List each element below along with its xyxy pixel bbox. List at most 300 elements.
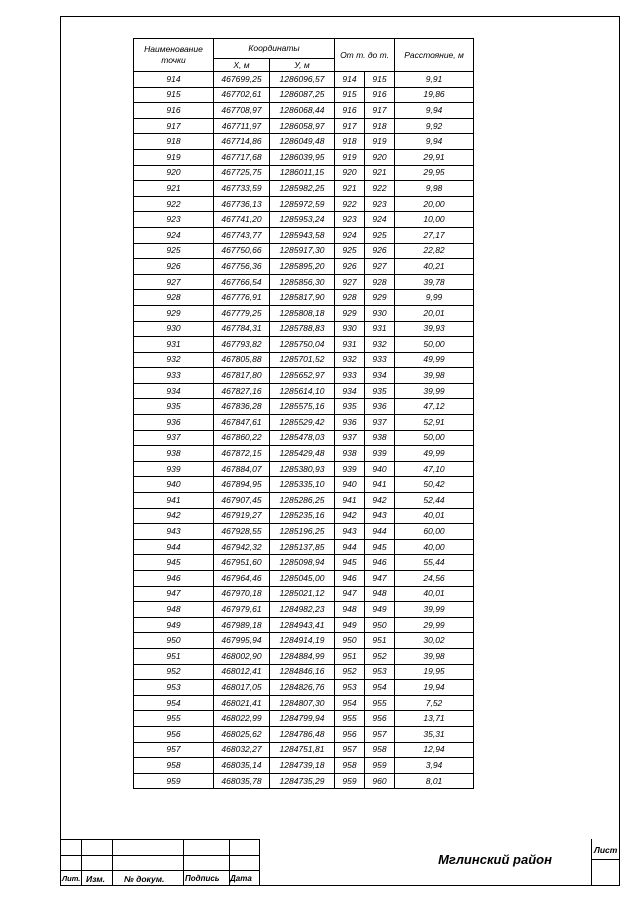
cell-to: 947 [365, 571, 395, 587]
cell-to: 932 [365, 337, 395, 353]
cell-to: 944 [365, 524, 395, 540]
cell-point: 954 [134, 695, 214, 711]
cell-to: 917 [365, 103, 395, 119]
cell-x: 467860,22 [214, 430, 270, 446]
cell-from: 947 [335, 586, 365, 602]
cell-distance: 7,52 [395, 695, 474, 711]
cell-y: 1284884,99 [270, 648, 335, 664]
cell-point: 959 [134, 773, 214, 789]
header-y: У, м [270, 59, 335, 72]
cell-point: 933 [134, 368, 214, 384]
cell-point: 921 [134, 181, 214, 197]
table-row [134, 446, 474, 462]
cell-distance: 39,99 [395, 602, 474, 618]
cell-point: 916 [134, 103, 214, 119]
cell-distance: 35,31 [395, 726, 474, 742]
cell-y: 1285286,25 [270, 493, 335, 509]
header-x: X, м [214, 59, 270, 72]
cell-y: 1285137,85 [270, 539, 335, 555]
cell-from: 948 [335, 602, 365, 618]
cell-from: 940 [335, 477, 365, 493]
cell-distance: 9,94 [395, 103, 474, 119]
header-coordinates: Координаты [214, 39, 335, 59]
cell-point: 955 [134, 711, 214, 727]
cell-point: 940 [134, 477, 214, 493]
cell-distance: 22,82 [395, 243, 474, 259]
cell-distance: 9,91 [395, 72, 474, 88]
cell-distance: 19,86 [395, 87, 474, 103]
cell-to: 953 [365, 664, 395, 680]
table-row [134, 274, 474, 290]
table-row [134, 586, 474, 602]
cell-to: 959 [365, 758, 395, 774]
cell-point: 943 [134, 524, 214, 540]
cell-to: 918 [365, 118, 395, 134]
cell-to: 946 [365, 555, 395, 571]
cell-to: 952 [365, 648, 395, 664]
cell-x: 467717,68 [214, 149, 270, 165]
cell-from: 932 [335, 352, 365, 368]
cell-point: 957 [134, 742, 214, 758]
cell-x: 468035,14 [214, 758, 270, 774]
cell-point: 930 [134, 321, 214, 337]
cell-y: 1284735,29 [270, 773, 335, 789]
cell-y: 1285335,10 [270, 477, 335, 493]
cell-from: 931 [335, 337, 365, 353]
cell-point: 920 [134, 165, 214, 181]
cell-point: 932 [134, 352, 214, 368]
cell-from: 918 [335, 134, 365, 150]
table-row [134, 726, 474, 742]
cell-to: 916 [365, 87, 395, 103]
table-row [134, 680, 474, 696]
header-from-to: От т. до т. [335, 39, 395, 72]
cell-to: 951 [365, 633, 395, 649]
cell-distance: 12,94 [395, 742, 474, 758]
cell-x: 467817,80 [214, 368, 270, 384]
cell-from: 936 [335, 415, 365, 431]
title-block [60, 839, 620, 886]
cell-to: 960 [365, 773, 395, 789]
cell-y: 1284807,30 [270, 695, 335, 711]
cell-point: 942 [134, 508, 214, 524]
cell-y: 1284786,48 [270, 726, 335, 742]
stamp-col-izm: Изм. [86, 874, 105, 884]
table-row [134, 508, 474, 524]
cell-y: 1286087,25 [270, 87, 335, 103]
cell-to: 915 [365, 72, 395, 88]
table-row [134, 383, 474, 399]
cell-distance: 39,99 [395, 383, 474, 399]
cell-y: 1285701,52 [270, 352, 335, 368]
cell-point: 914 [134, 72, 214, 88]
table-row [134, 415, 474, 431]
cell-to: 949 [365, 602, 395, 618]
cell-y: 1285235,16 [270, 508, 335, 524]
cell-y: 1286058,97 [270, 118, 335, 134]
cell-from: 926 [335, 259, 365, 275]
cell-distance: 50,00 [395, 430, 474, 446]
cell-to: 925 [365, 227, 395, 243]
cell-point: 956 [134, 726, 214, 742]
cell-distance: 39,93 [395, 321, 474, 337]
cell-from: 927 [335, 274, 365, 290]
cell-x: 467951,60 [214, 555, 270, 571]
cell-point: 925 [134, 243, 214, 259]
cell-x: 467872,15 [214, 446, 270, 462]
cell-distance: 40,21 [395, 259, 474, 275]
cell-y: 1285529,42 [270, 415, 335, 431]
cell-y: 1286096,57 [270, 72, 335, 88]
table-row [134, 305, 474, 321]
cell-distance: 49,99 [395, 446, 474, 462]
cell-x: 468025,62 [214, 726, 270, 742]
cell-from: 954 [335, 695, 365, 711]
table-row [134, 103, 474, 119]
cell-from: 958 [335, 758, 365, 774]
cell-point: 937 [134, 430, 214, 446]
cell-x: 467756,36 [214, 259, 270, 275]
cell-distance: 55,44 [395, 555, 474, 571]
cell-point: 939 [134, 461, 214, 477]
header-point-name: Наименование точки [134, 39, 214, 72]
cell-point: 958 [134, 758, 214, 774]
cell-x: 467907,45 [214, 493, 270, 509]
cell-from: 938 [335, 446, 365, 462]
cell-distance: 49,99 [395, 352, 474, 368]
table-row [134, 617, 474, 633]
table-row [134, 742, 474, 758]
cell-to: 921 [365, 165, 395, 181]
table-row [134, 430, 474, 446]
cell-to: 924 [365, 212, 395, 228]
table-row [134, 493, 474, 509]
cell-to: 927 [365, 259, 395, 275]
cell-x: 467989,18 [214, 617, 270, 633]
cell-y: 1285817,90 [270, 290, 335, 306]
table-row [134, 773, 474, 789]
cell-from: 924 [335, 227, 365, 243]
cell-x: 468022,99 [214, 711, 270, 727]
cell-point: 918 [134, 134, 214, 150]
table-row [134, 555, 474, 571]
cell-y: 1285808,18 [270, 305, 335, 321]
cell-distance: 29,91 [395, 149, 474, 165]
cell-x: 467702,61 [214, 87, 270, 103]
cell-distance: 20,00 [395, 196, 474, 212]
cell-from: 943 [335, 524, 365, 540]
cell-to: 955 [365, 695, 395, 711]
cell-point: 944 [134, 539, 214, 555]
cell-x: 468017,05 [214, 680, 270, 696]
cell-from: 916 [335, 103, 365, 119]
cell-x: 467805,88 [214, 352, 270, 368]
table-row [134, 321, 474, 337]
cell-point: 929 [134, 305, 214, 321]
cell-y: 1285943,58 [270, 227, 335, 243]
cell-point: 928 [134, 290, 214, 306]
cell-from: 946 [335, 571, 365, 587]
cell-from: 915 [335, 87, 365, 103]
cell-point: 926 [134, 259, 214, 275]
cell-from: 919 [335, 149, 365, 165]
cell-point: 936 [134, 415, 214, 431]
cell-y: 1285856,30 [270, 274, 335, 290]
cell-to: 957 [365, 726, 395, 742]
cell-y: 1285045,00 [270, 571, 335, 587]
cell-point: 927 [134, 274, 214, 290]
cell-distance: 9,92 [395, 118, 474, 134]
cell-distance: 27,17 [395, 227, 474, 243]
cell-distance: 29,95 [395, 165, 474, 181]
cell-y: 1285380,93 [270, 461, 335, 477]
cell-y: 1285750,04 [270, 337, 335, 353]
cell-x: 467942,32 [214, 539, 270, 555]
cell-from: 955 [335, 711, 365, 727]
cell-x: 467847,61 [214, 415, 270, 431]
table-row [134, 571, 474, 587]
cell-to: 919 [365, 134, 395, 150]
cell-to: 941 [365, 477, 395, 493]
cell-to: 939 [365, 446, 395, 462]
cell-y: 1285953,24 [270, 212, 335, 228]
cell-to: 929 [365, 290, 395, 306]
cell-distance: 39,98 [395, 368, 474, 384]
stamp-col-signature: Подпись [185, 874, 220, 883]
cell-distance: 9,99 [395, 290, 474, 306]
stamp-col-date: Дата [230, 874, 252, 883]
cell-y: 1285614,10 [270, 383, 335, 399]
table-row [134, 352, 474, 368]
cell-from: 925 [335, 243, 365, 259]
cell-x: 468032,27 [214, 742, 270, 758]
cell-y: 1284982,23 [270, 602, 335, 618]
cell-y: 1285652,97 [270, 368, 335, 384]
cell-distance: 10,00 [395, 212, 474, 228]
cell-x: 467979,61 [214, 602, 270, 618]
cell-x: 468035,78 [214, 773, 270, 789]
cell-y: 1285196,25 [270, 524, 335, 540]
cell-y: 1284751,81 [270, 742, 335, 758]
cell-point: 952 [134, 664, 214, 680]
cell-distance: 19,94 [395, 680, 474, 696]
cell-point: 923 [134, 212, 214, 228]
cell-distance: 52,91 [395, 415, 474, 431]
table-row [134, 758, 474, 774]
cell-y: 1286049,48 [270, 134, 335, 150]
table-row [134, 602, 474, 618]
table-row [134, 539, 474, 555]
table-row [134, 149, 474, 165]
cell-x: 467714,86 [214, 134, 270, 150]
cell-point: 935 [134, 399, 214, 415]
cell-to: 948 [365, 586, 395, 602]
table-row [134, 337, 474, 353]
cell-to: 950 [365, 617, 395, 633]
table-row [134, 290, 474, 306]
cell-y: 1286011,15 [270, 165, 335, 181]
cell-point: 915 [134, 87, 214, 103]
cell-point: 938 [134, 446, 214, 462]
cell-y: 1285429,48 [270, 446, 335, 462]
cell-from: 933 [335, 368, 365, 384]
cell-point: 917 [134, 118, 214, 134]
table-row [134, 695, 474, 711]
cell-x: 468002,90 [214, 648, 270, 664]
cell-from: 937 [335, 430, 365, 446]
table-row [134, 72, 474, 88]
cell-from: 941 [335, 493, 365, 509]
cell-distance: 24,56 [395, 571, 474, 587]
cell-distance: 52,44 [395, 493, 474, 509]
cell-to: 945 [365, 539, 395, 555]
sheet-label: Лист [594, 845, 618, 855]
cell-to: 954 [365, 680, 395, 696]
cell-to: 943 [365, 508, 395, 524]
table-row [134, 227, 474, 243]
cell-y: 1285788,83 [270, 321, 335, 337]
table-row [134, 259, 474, 275]
cell-distance: 50,00 [395, 337, 474, 353]
cell-point: 919 [134, 149, 214, 165]
cell-x: 467711,97 [214, 118, 270, 134]
cell-distance: 20,01 [395, 305, 474, 321]
table-row [134, 664, 474, 680]
cell-distance: 19,95 [395, 664, 474, 680]
cell-from: 935 [335, 399, 365, 415]
cell-to: 934 [365, 368, 395, 384]
cell-y: 1285917,30 [270, 243, 335, 259]
cell-to: 958 [365, 742, 395, 758]
cell-x: 467779,25 [214, 305, 270, 321]
cell-from: 921 [335, 181, 365, 197]
cell-distance: 40,01 [395, 586, 474, 602]
cell-distance: 29,99 [395, 617, 474, 633]
cell-distance: 40,00 [395, 539, 474, 555]
cell-x: 467776,91 [214, 290, 270, 306]
cell-from: 930 [335, 321, 365, 337]
cell-y: 1285895,20 [270, 259, 335, 275]
district-title: Мглинский район [438, 852, 552, 867]
cell-to: 930 [365, 305, 395, 321]
cell-to: 931 [365, 321, 395, 337]
cell-x: 467827,16 [214, 383, 270, 399]
cell-from: 934 [335, 383, 365, 399]
cell-from: 950 [335, 633, 365, 649]
cell-to: 956 [365, 711, 395, 727]
cell-from: 959 [335, 773, 365, 789]
table-row [134, 165, 474, 181]
cell-distance: 39,78 [395, 274, 474, 290]
cell-y: 1286039,95 [270, 149, 335, 165]
cell-x: 467725,75 [214, 165, 270, 181]
cell-from: 928 [335, 290, 365, 306]
cell-to: 936 [365, 399, 395, 415]
cell-x: 467793,82 [214, 337, 270, 353]
cell-distance: 50,42 [395, 477, 474, 493]
cell-distance: 40,01 [395, 508, 474, 524]
cell-point: 947 [134, 586, 214, 602]
table-row [134, 196, 474, 212]
cell-x: 467743,77 [214, 227, 270, 243]
cell-to: 937 [365, 415, 395, 431]
table-row [134, 711, 474, 727]
cell-y: 1284799,94 [270, 711, 335, 727]
cell-to: 923 [365, 196, 395, 212]
cell-x: 467741,20 [214, 212, 270, 228]
cell-from: 920 [335, 165, 365, 181]
cell-to: 928 [365, 274, 395, 290]
cell-distance: 9,98 [395, 181, 474, 197]
table-row [134, 524, 474, 540]
table-row [134, 399, 474, 415]
table-row [134, 477, 474, 493]
cell-x: 467836,28 [214, 399, 270, 415]
cell-to: 940 [365, 461, 395, 477]
cell-x: 467699,25 [214, 72, 270, 88]
cell-distance: 60,00 [395, 524, 474, 540]
cell-to: 922 [365, 181, 395, 197]
cell-y: 1285575,16 [270, 399, 335, 415]
cell-y: 1285982,25 [270, 181, 335, 197]
cell-from: 949 [335, 617, 365, 633]
cell-from: 914 [335, 72, 365, 88]
cell-x: 468012,41 [214, 664, 270, 680]
cell-x: 467733,59 [214, 181, 270, 197]
cell-point: 949 [134, 617, 214, 633]
cell-from: 917 [335, 118, 365, 134]
cell-distance: 39,98 [395, 648, 474, 664]
cell-x: 467708,97 [214, 103, 270, 119]
stamp-col-doc-number: № докум. [124, 874, 165, 884]
cell-to: 942 [365, 493, 395, 509]
cell-y: 1285972,59 [270, 196, 335, 212]
cell-to: 938 [365, 430, 395, 446]
cell-from: 951 [335, 648, 365, 664]
stamp-col-lit: Лит. [62, 874, 81, 883]
cell-distance: 47,12 [395, 399, 474, 415]
table-row [134, 243, 474, 259]
cell-x: 467784,31 [214, 321, 270, 337]
cell-y: 1284914,19 [270, 633, 335, 649]
cell-point: 946 [134, 571, 214, 587]
cell-from: 945 [335, 555, 365, 571]
cell-x: 467928,55 [214, 524, 270, 540]
cell-x: 467995,94 [214, 633, 270, 649]
cell-distance: 8,01 [395, 773, 474, 789]
table-row [134, 134, 474, 150]
cell-from: 929 [335, 305, 365, 321]
header-distance: Расстояние, м [395, 39, 474, 72]
table-row [134, 368, 474, 384]
cell-distance: 47,10 [395, 461, 474, 477]
cell-point: 953 [134, 680, 214, 696]
cell-distance: 30,02 [395, 633, 474, 649]
cell-x: 467970,18 [214, 586, 270, 602]
table-row [134, 648, 474, 664]
table-row [134, 461, 474, 477]
cell-to: 920 [365, 149, 395, 165]
cell-from: 922 [335, 196, 365, 212]
cell-x: 467766,54 [214, 274, 270, 290]
cell-point: 951 [134, 648, 214, 664]
table-row [134, 181, 474, 197]
cell-from: 953 [335, 680, 365, 696]
cell-distance: 13,71 [395, 711, 474, 727]
cell-point: 948 [134, 602, 214, 618]
cell-distance: 9,94 [395, 134, 474, 150]
cell-from: 923 [335, 212, 365, 228]
